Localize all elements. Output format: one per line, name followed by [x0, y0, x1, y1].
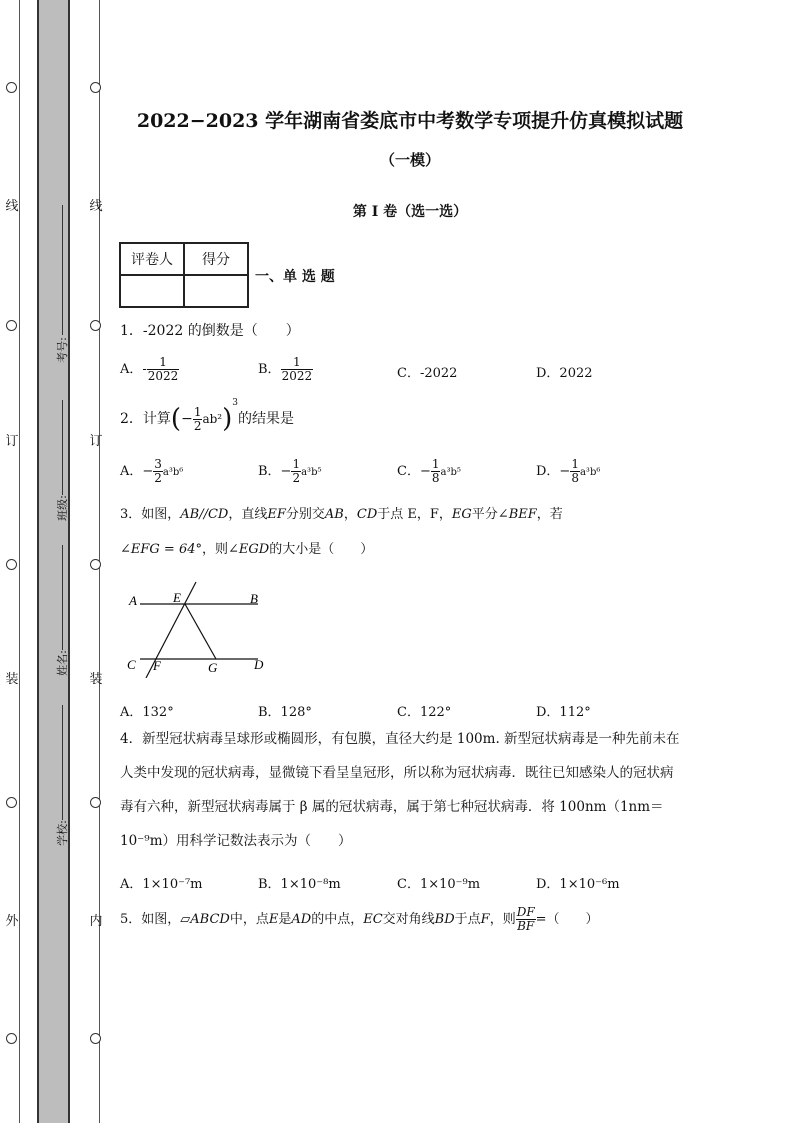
fraction-denominator: 8 — [431, 471, 440, 485]
margin-char-wai-outer: 外 — [5, 914, 19, 929]
field-label-school: 学校: — [55, 820, 69, 846]
fraction — [291, 458, 301, 485]
margin-char-ding-inner: 订 — [89, 434, 103, 449]
fraction — [193, 406, 203, 433]
margin-char-zhuang-outer: 装 — [5, 672, 19, 687]
stem-text: ，直线 — [228, 507, 268, 522]
fraction-numerator: 3 — [154, 457, 162, 471]
option-label: C．− — [397, 464, 431, 479]
math-expression: E — [268, 912, 279, 927]
point-label-b: B — [250, 591, 258, 606]
exam-number-blank[interactable] — [62, 205, 63, 335]
math-expression: EG — [451, 507, 472, 522]
binding-hole — [6, 320, 17, 331]
question-3-line-1 — [120, 503, 563, 522]
option-label: B． — [258, 362, 281, 377]
point-label-c: C — [127, 657, 136, 672]
stem-text: ， — [343, 507, 357, 522]
math-expression: AB — [324, 507, 344, 522]
fraction-numerator: 1 — [147, 356, 180, 370]
binding-hole — [90, 797, 101, 808]
stem-text: 中，点 — [229, 912, 269, 927]
name-blank[interactable] — [62, 545, 63, 650]
point-label-a: A — [129, 593, 137, 608]
math-expression: AD — [291, 912, 312, 927]
margin-char-xian-outer: 线 — [5, 199, 19, 214]
stem-text: =（ ） — [535, 912, 599, 927]
fraction — [516, 906, 536, 933]
math-expression: ABCD — [190, 912, 230, 927]
math-expression: ∠EGD — [228, 542, 270, 557]
question-2-option-b — [258, 458, 321, 485]
page-title: 2022−2023 学年湖南省娄底市中考数学专项提升仿真模拟试题 — [136, 110, 684, 132]
stem-text: 的结果是 — [238, 411, 294, 427]
base-term: ab² — [202, 412, 223, 426]
question-3-option-c: C．122° — [397, 705, 452, 720]
score-table-grader-header: 评卷人 — [120, 243, 184, 275]
question-3-figure — [120, 578, 280, 678]
question-1-option-b — [258, 356, 313, 383]
fraction-numerator: 1 — [281, 356, 314, 370]
stem-text: 是 — [278, 912, 292, 927]
exponent: 3 — [232, 398, 238, 409]
question-4-option-c: C．1×10⁻⁹m — [397, 877, 481, 892]
question-4-option-a: A．1×10⁻⁷m — [120, 877, 203, 892]
score-table-score-cell[interactable] — [184, 275, 248, 307]
stem-text: 2．计算 — [120, 411, 171, 427]
stem-text: 3．如图， — [120, 507, 181, 522]
fraction-numerator: 1 — [292, 457, 301, 471]
field-label-class: 班级: — [55, 495, 69, 521]
binding-hole — [6, 1033, 17, 1044]
question-3-option-d: D．112° — [536, 705, 591, 720]
fraction — [147, 356, 180, 383]
volume-heading: 第 I 卷（选一选） — [352, 204, 468, 220]
question-2-option-c — [397, 458, 461, 485]
binding-hole — [6, 797, 17, 808]
fraction-numerator: 1 — [431, 457, 440, 471]
binding-hole — [90, 1033, 101, 1044]
math-expression: AB//CD — [180, 507, 229, 522]
line-eg — [185, 604, 216, 659]
option-label: A．− — [120, 464, 154, 479]
fraction-denominator: 2022 — [147, 369, 179, 383]
fraction-denominator: 2 — [154, 471, 162, 485]
stem-text: ，则 — [489, 912, 516, 927]
class-blank[interactable] — [62, 400, 63, 495]
stem-text: 平分 — [471, 507, 498, 522]
math-expression: BD — [434, 912, 455, 927]
math-expression: ∠BEF — [497, 507, 537, 522]
point-label-f: F — [153, 658, 161, 673]
question-4-option-b: B．1×10⁻⁸m — [258, 877, 341, 892]
fraction-denominator: 2 — [193, 418, 202, 433]
question-1-stem: 1．-2022 的倒数是（ ） — [120, 323, 300, 339]
stem-text: 的中点， — [311, 912, 364, 927]
question-2-stem — [120, 398, 294, 434]
fraction — [281, 356, 314, 383]
option-label: B．− — [258, 464, 292, 479]
stem-text: ，若 — [536, 507, 563, 522]
point-label-g: G — [208, 660, 218, 675]
stem-text: 5．如图， — [120, 912, 181, 927]
fraction-denominator: BF — [517, 919, 535, 933]
fraction — [153, 458, 163, 485]
page-subtitle: （一模） — [379, 151, 440, 169]
left-paren: ( — [170, 404, 182, 434]
option-label: A．- — [120, 362, 147, 377]
binding-band — [37, 0, 70, 1123]
fraction — [570, 458, 580, 485]
term: a³b⁵ — [301, 467, 322, 478]
stem-text: 于点 E，F， — [377, 507, 452, 522]
section-heading: 一、单 选 题 — [255, 269, 335, 285]
question-2-option-a — [120, 458, 183, 485]
stem-text: 分别交 — [285, 507, 325, 522]
binding-hole — [6, 559, 17, 570]
stem-text: 交对角线 — [382, 912, 435, 927]
binding-hole — [90, 559, 101, 570]
question-3-option-b: B．128° — [258, 705, 312, 720]
point-label-d: D — [254, 657, 264, 672]
fraction-numerator: 1 — [571, 457, 579, 471]
stem-text: ，则 — [202, 542, 229, 557]
question-2-option-d — [536, 458, 600, 485]
margin-char-ding-outer: 订 — [5, 434, 19, 449]
minus-sign: − — [181, 411, 193, 427]
math-expression: ∠EFG = 64° — [120, 542, 202, 557]
school-blank[interactable] — [62, 705, 63, 820]
binding-hole — [90, 82, 101, 93]
fraction-denominator: 8 — [571, 471, 579, 485]
term: a³b⁶ — [579, 467, 601, 478]
binding-hole — [90, 320, 101, 331]
binding-hole — [6, 82, 17, 93]
term: a³b⁶ — [162, 467, 184, 478]
fraction-denominator: 2 — [292, 471, 301, 485]
score-table-score-header: 得分 — [184, 243, 248, 275]
fraction-numerator: DF — [516, 905, 535, 919]
margin-char-nei-inner: 内 — [89, 914, 103, 929]
score-table-grader-cell[interactable] — [120, 275, 184, 307]
question-1-option-d: D．2022 — [536, 366, 593, 381]
math-expression: EC — [363, 912, 383, 927]
parallelogram-symbol: ▱ — [180, 912, 191, 927]
fraction-numerator: 1 — [193, 404, 202, 419]
margin-char-zhuang-inner: 装 — [89, 672, 103, 687]
point-label-e: E — [173, 590, 181, 605]
math-expression: F — [480, 912, 490, 927]
option-label: D．− — [536, 464, 571, 479]
stem-text: 于点 — [454, 912, 481, 927]
stem-text: 的大小是（ ） — [269, 542, 374, 557]
right-paren: ) — [222, 404, 233, 434]
field-label-exam-number: 考号: — [55, 337, 69, 363]
question-4-option-d: D．1×10⁻⁶m — [536, 877, 620, 892]
question-1-option-a — [120, 356, 179, 383]
term: a³b⁵ — [440, 467, 461, 478]
field-label-name: 姓名: — [55, 650, 69, 676]
question-1-option-c: C．-2022 — [397, 366, 458, 381]
math-expression: EF — [267, 507, 286, 522]
math-expression: CD — [356, 507, 378, 522]
margin-outer-line — [19, 0, 20, 1123]
question-3-line-2 — [120, 538, 373, 557]
question-5-stem — [120, 906, 599, 933]
margin-char-xian-inner: 线 — [89, 199, 103, 214]
fraction-denominator: 2022 — [281, 369, 313, 383]
question-4-stem: 4．新型冠状病毒呈球形或椭圆形，有包膜，直径大约是 100m. 新型冠状病毒是一种先前未在人类中发现的冠状病毒，显微镜下看呈皇冠形，所以称为冠状病毒．既往已知感染人的冠状病毒有六种，新型冠状病毒属于 β 属的冠状病毒，属于第七种冠状病毒．将 100nm（1nm＝10⁻⁹m）用科学记数法表示为（ ） — [120, 731, 680, 849]
question-3-option-a: A．132° — [120, 705, 174, 720]
score-table — [119, 242, 249, 308]
